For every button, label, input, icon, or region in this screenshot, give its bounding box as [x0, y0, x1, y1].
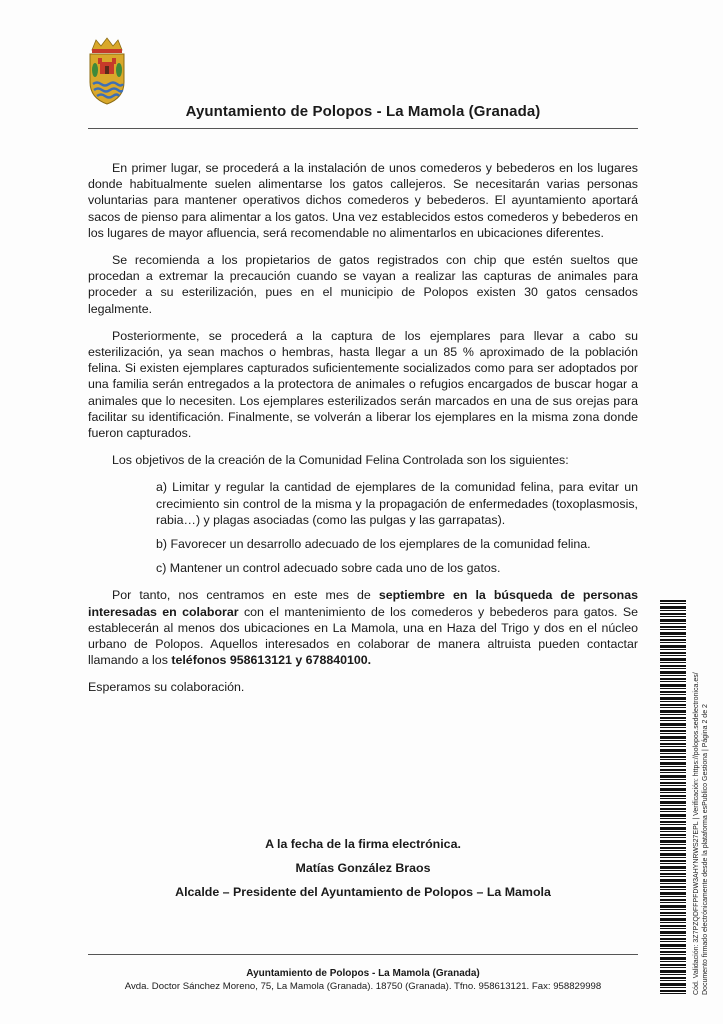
signatory-name: Matías González Braos: [295, 861, 431, 875]
footer-title: Ayuntamiento de Polopos - La Mamola (Granada): [246, 968, 480, 979]
validation-code-text: [692, 600, 710, 995]
signatory-title: Alcalde – Presidente del Ayuntamiento de Polopos – La Mamola: [175, 885, 551, 899]
objective-item-a: a) Limitar y regular la cantidad de ejemplares de la comunidad felina, para evitar un crecimiento sin control de la misma y la propagación de enfermedades (toxoplasmosis, rabia…) y plagas asociadas (como las pulgas y las garrapatas).: [156, 480, 638, 527]
volunteers-text-1: Por tanto, nos centramos en este mes de: [112, 588, 379, 603]
header-divider: [88, 128, 638, 129]
footer-divider: [88, 954, 638, 955]
footer: [88, 967, 638, 993]
header-title: Ayuntamiento de Polopos - La Mamola (Granada): [185, 103, 541, 120]
validation-barcode: [660, 600, 686, 995]
objective-item-b: b) Favorecer un desarrollo adecuado de los ejemplares de la comunidad felina.: [156, 537, 591, 552]
validation-line-2: Documento firmado electrónicamente desde la plataforma esPublico Gestiona | Página 2 de 2: [702, 704, 709, 995]
paragraph-installation: En primer lugar, se procederá a la instalación de unos comederos y bebederos en los lugares donde habitualmente suelen alimentarse los gatos callejeros. Se necesitarán varias personas voluntarias para mantener operativos dichos comederos y bebederos. El ayuntamiento aportará sacos de pienso para alimentar a los gatos. Una vez establecidos estos comederos y bebederos en los lugares de mayor afluencia, será recomendable no alimentarlos en ubicaciones diferentes.: [88, 161, 638, 240]
signature-block: [88, 832, 638, 904]
contact-phones: teléfonos 958613121 y 678840100.: [171, 653, 372, 668]
paragraph-closing: Esperamos su colaboración.: [88, 680, 245, 695]
signature-date-line: A la fecha de la firma electrónica.: [265, 837, 461, 851]
paragraph-volunteers: [88, 587, 638, 668]
paragraph-capture: Posteriormente, se procederá a la captura de los ejemplares para llevar a cabo su esterilización, ya sean machos o hembras, hasta llegar a un 85 % aproximado de la población felina. Si existen ejemplares capturados suficientemente socializados como para ser adoptados por una familia serán entregados a la protectora de animales o refugios encargados de buscar hogar a animales que lo necesiten. Los ejemplares esterilizados serán marcados en una de sus orejas para facilitar su identificación. Finalmente, se volverán a liberar los ejemplares en la misma zona donde fueron capturados.: [88, 328, 638, 441]
paragraph-objectives-intro: Los objetivos de la creación de la Comunidad Felina Controlada son los siguientes:: [112, 453, 569, 468]
volunteers-text-2: con el mantenimiento de los comederos y bebederos para gatos. Se establecerán al menos dos ubicaciones en La Mamola, una en Haza del Trigo y dos en el núcleo urbano de Polopos. Aquellos interesados en colaborar de manera altruista pueden contactar llamando a los: [88, 604, 639, 668]
volunteers-highlight: septiembre en la búsqueda de personas interesadas en colaborar: [88, 588, 638, 619]
document-body: [88, 160, 638, 707]
footer-address: Avda. Doctor Sánchez Moreno, 75, La Mamola (Granada). 18750 (Granada). Tfno. 958613121. Fax: 958829998: [124, 981, 602, 992]
paragraph-owners: Se recomienda a los propietarios de gatos registrados con chip que estén sueltos que procedan a extremar la precaución cuando se vayan a realizar las capturas de animales para proceder a su esterilización, pues en el municipio de Polopos existen 30 gatos censados legalmente.: [88, 253, 638, 316]
validation-line-1: Cód. Validación: 3Z7PZQDFFPFDW3AHYNRWS27EPL | Verificación: https://polopos.sedelectronica.es/: [693, 672, 700, 995]
objective-item-c: c) Mantener un control adecuado sobre cada uno de los gatos.: [156, 561, 501, 576]
municipal-crest-logo: [86, 36, 128, 106]
